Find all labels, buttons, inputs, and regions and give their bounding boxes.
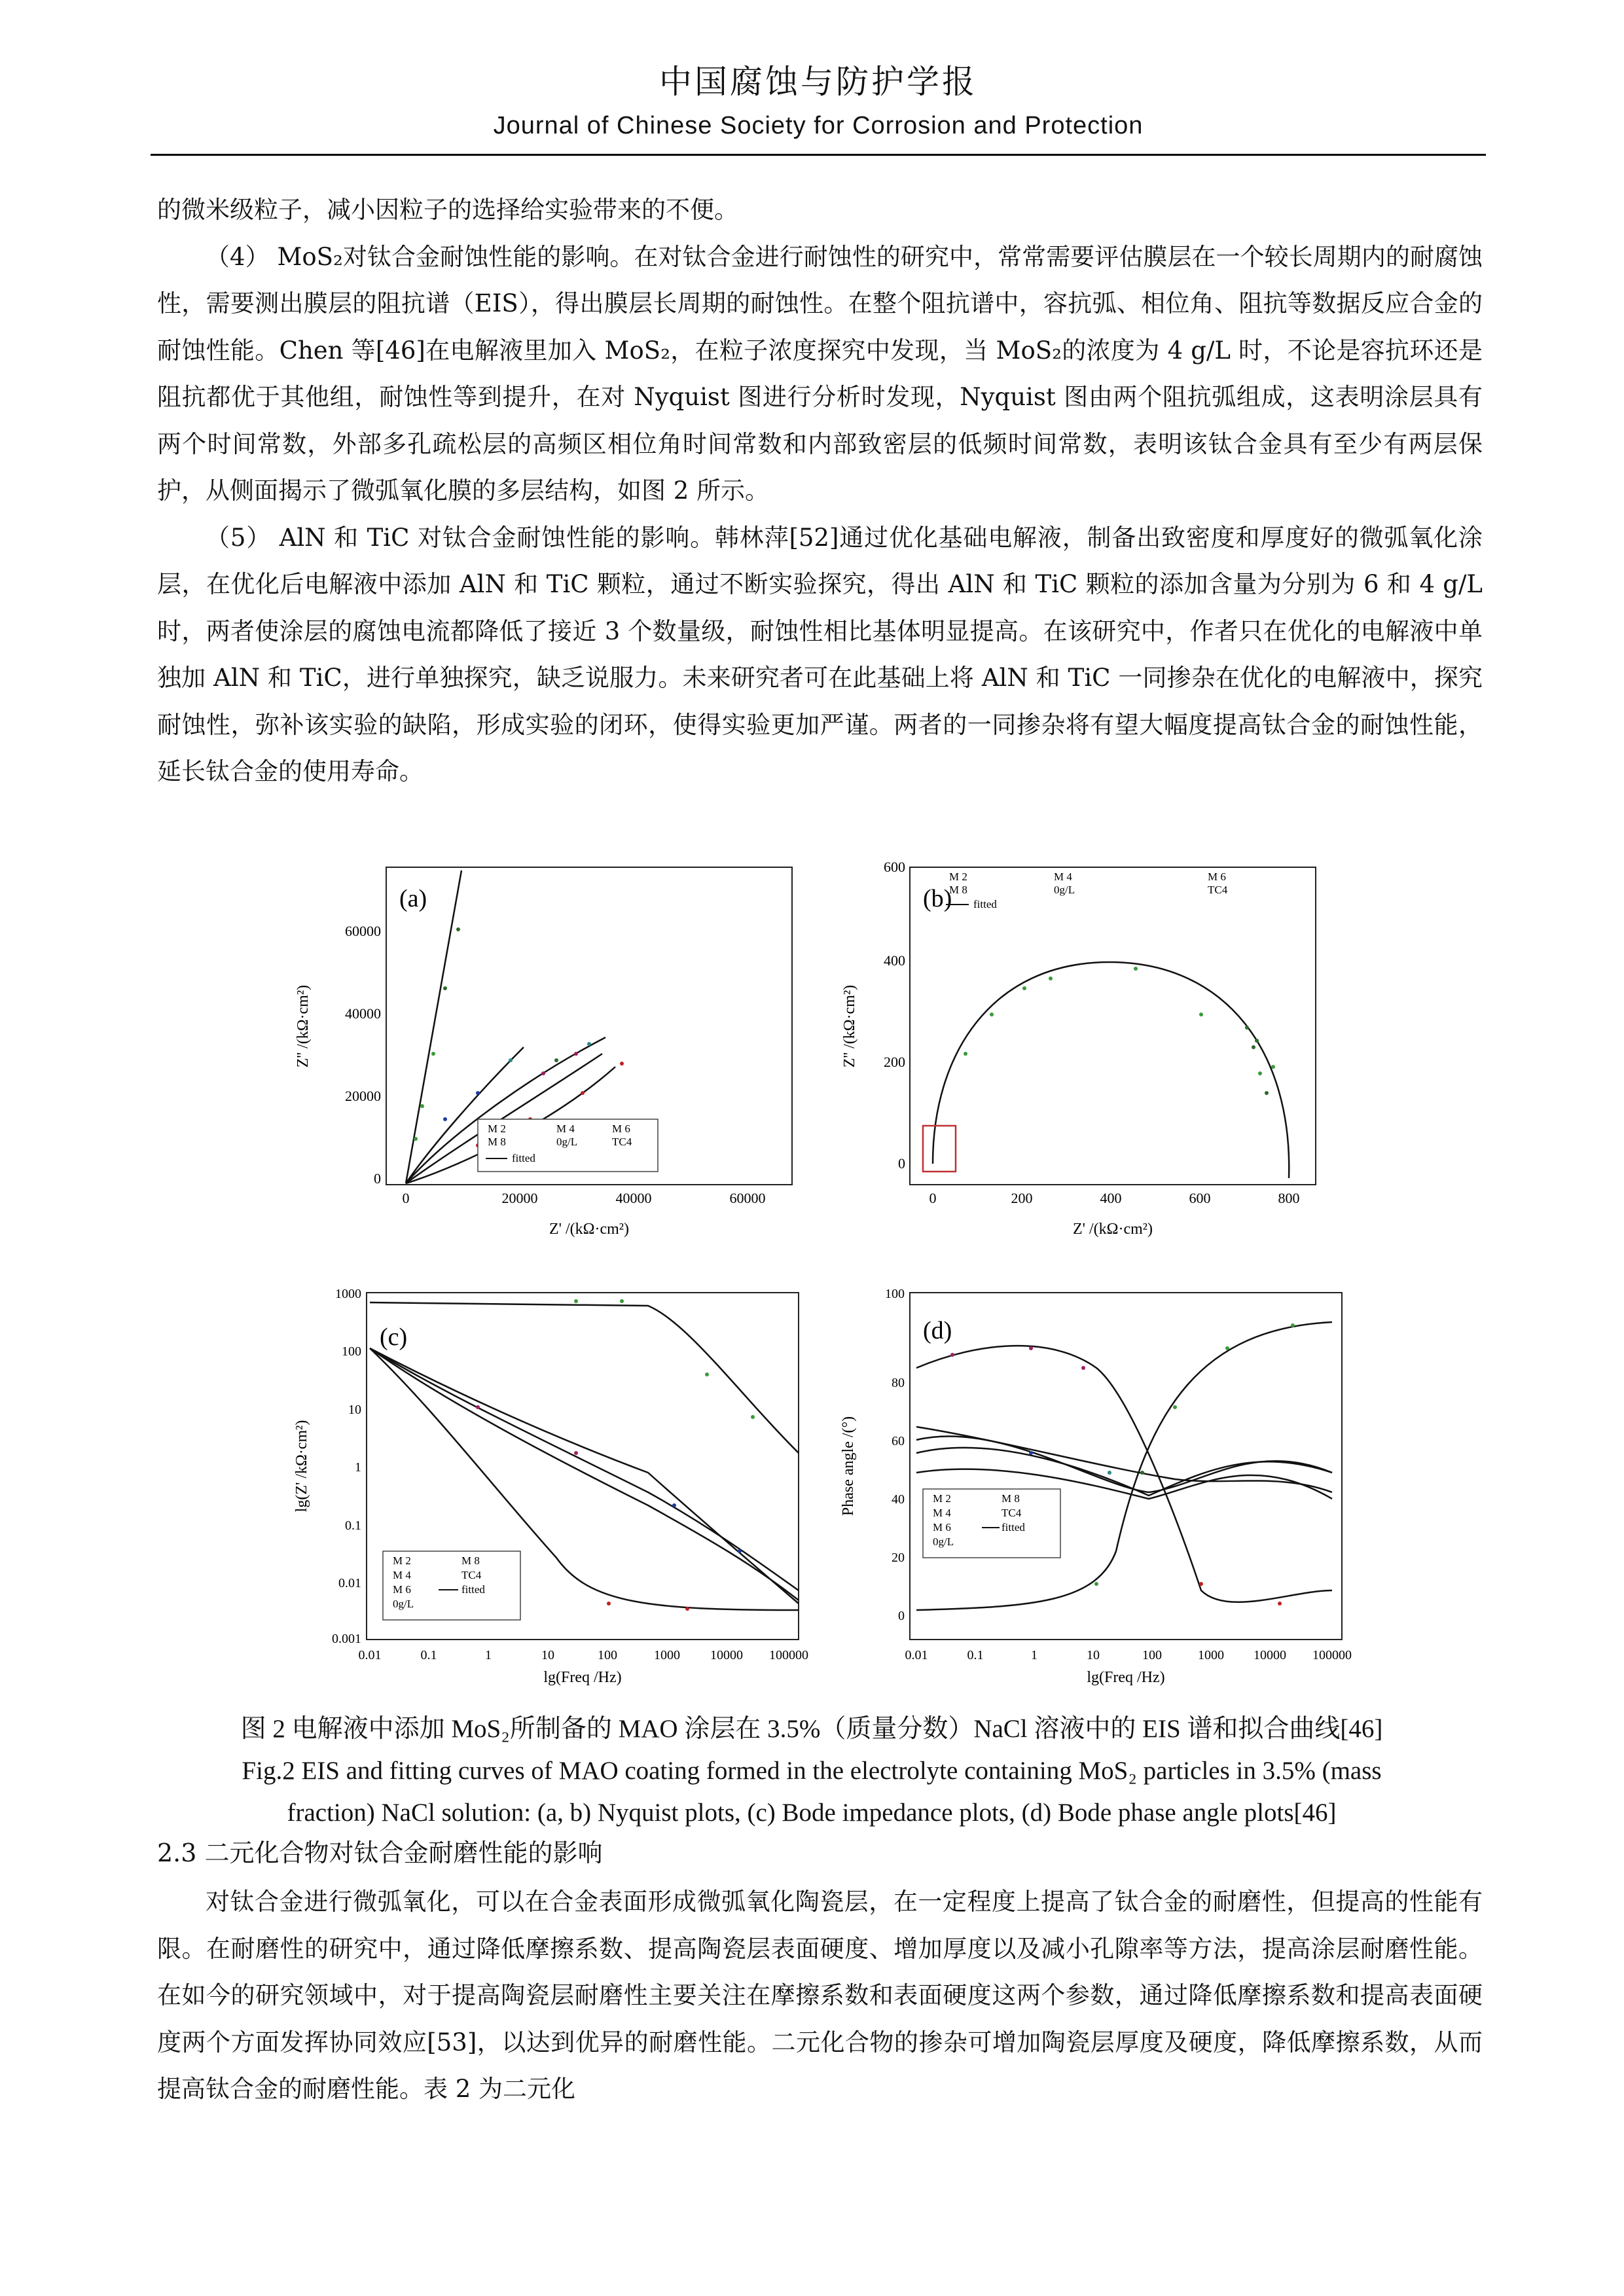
- svg-text:M 6: M 6: [612, 1122, 630, 1135]
- svg-text:TC4: TC4: [612, 1136, 632, 1148]
- svg-text:0.01: 0.01: [905, 1648, 928, 1662]
- panel-a-label: (a): [399, 885, 427, 912]
- panel-a-nyquist: [281, 857, 831, 1276]
- panel-a-xlabel: Z' /(kΩ·cm²): [549, 1221, 629, 1238]
- svg-text:fitted: fitted: [1001, 1521, 1025, 1534]
- svg-text:TC4: TC4: [461, 1569, 482, 1581]
- panel-d-fitted-curves: [916, 1322, 1332, 1610]
- svg-text:60000: 60000: [345, 923, 381, 939]
- svg-text:0: 0: [402, 1190, 410, 1206]
- panel-a-ylabel: Z'' /(kΩ·cm²): [295, 984, 312, 1068]
- svg-text:0g/L: 0g/L: [556, 1136, 578, 1148]
- body-text-top: [157, 187, 1483, 795]
- svg-text:400: 400: [884, 952, 905, 969]
- svg-text:100000: 100000: [1312, 1648, 1352, 1662]
- svg-text:60: 60: [892, 1434, 905, 1448]
- svg-text:0.01: 0.01: [358, 1648, 382, 1662]
- header-rule: [151, 154, 1486, 156]
- svg-text:10000: 10000: [710, 1648, 743, 1662]
- svg-text:M 2: M 2: [393, 1554, 411, 1567]
- svg-text:20000: 20000: [501, 1190, 538, 1206]
- panel-b-data-points: [964, 967, 1275, 1095]
- svg-text:0g/L: 0g/L: [393, 1598, 414, 1610]
- svg-text:0.001: 0.001: [332, 1632, 361, 1646]
- svg-text:100: 100: [342, 1344, 361, 1359]
- svg-text:M 8: M 8: [1001, 1492, 1020, 1505]
- svg-text:TC4: TC4: [1208, 884, 1228, 896]
- svg-text:0: 0: [898, 1155, 905, 1172]
- svg-text:10: 10: [1087, 1648, 1100, 1662]
- journal-title-en: Journal of Chinese Society for Corrosion and Protection: [493, 112, 1144, 139]
- svg-text:60000: 60000: [729, 1190, 766, 1206]
- paragraph: （4） MoS₂对钛合金耐蚀性能的影响。在对钛合金进行耐蚀性的研究中，常常需要评估膜层在一个较长周期内的耐腐蚀性，需要测出膜层的阻抗谱（EIS），得出膜层长周期的耐蚀性。在整个阻抗谱中，容抗弧、相位角、阻抗等数据反应合金的耐蚀性能。Chen 等[46]在电解液里加入 MoS₂，在粒子浓度探究中发现，当 MoS₂的浓度为 4 g/L 时，不论是容抗环还是阻抗都优于其他组，耐蚀性等到提升，在对 Nyquist 图进行分析时发现，Nyquist 图由两个阻抗弧组成，这表明涂层具有两个时间常数，外部多孔疏松层的高频区相位角时间常数和内部致密层的低频时间常数，表明该钛合金具有至少有两层保护，从侧面揭示了微弧氧化膜的多层结构，如图 2 所示。: [157, 242, 1483, 505]
- section-heading: 2.3 二元化合物对钛合金耐磨性能的影响: [157, 1839, 603, 1867]
- svg-text:M 6: M 6: [1208, 870, 1226, 883]
- panel-b-fitted-arc: [933, 962, 1289, 1178]
- svg-text:TC4: TC4: [1001, 1507, 1022, 1519]
- journal-header: [151, 56, 1486, 140]
- svg-text:M 8: M 8: [949, 884, 967, 896]
- svg-text:M 8: M 8: [461, 1554, 480, 1567]
- svg-text:0.1: 0.1: [967, 1648, 984, 1662]
- svg-text:200: 200: [884, 1054, 905, 1070]
- panel-c-xlabel: lg(Freq /Hz): [543, 1669, 622, 1686]
- svg-text:0g/L: 0g/L: [933, 1535, 954, 1548]
- svg-text:40: 40: [892, 1492, 905, 1507]
- svg-text:100: 100: [598, 1648, 617, 1662]
- svg-text:M 8: M 8: [488, 1136, 506, 1148]
- panel-c-bode-impedance: [281, 1276, 831, 1702]
- panel-b-zoom-box: [923, 1126, 956, 1172]
- svg-text:80: 80: [892, 1376, 905, 1390]
- svg-text:0: 0: [898, 1609, 905, 1623]
- svg-text:M 6: M 6: [393, 1583, 411, 1596]
- svg-text:fitted: fitted: [512, 1152, 535, 1164]
- caption-en-line1: Fig.2 EIS and fitting curves of MAO coating formed in the electrolyte containing MoS₂ particles in 3.5% (mass: [242, 1757, 1382, 1785]
- figure-caption: [170, 1708, 1453, 1834]
- panel-d-xlabel: lg(Freq /Hz): [1087, 1669, 1165, 1686]
- panel-c-label: (c): [380, 1323, 408, 1351]
- paragraph: 对钛合金进行微弧氧化，可以在合金表面形成微弧氧化陶瓷层，在一定程度上提高了钛合金的耐磨性，但提高的性能有限。在耐磨性的研究中，通过降低摩擦系数、提高陶瓷层表面硬度、增加厚度以及减小孔隙率等方法，提高涂层耐磨性能。在如今的研究领域中，对于提高陶瓷层耐磨性主要关注在摩擦系数和表面硬度这两个参数，通过降低摩擦系数和提高表面硬度两个方面发挥协同效应[53]，以达到优异的耐磨性能。二元化合物的掺杂可增加陶瓷层厚度及硬度，降低摩擦系数，从而提高钛合金的耐磨性能。表 2 为二元化: [157, 1888, 1483, 2103]
- svg-text:40000: 40000: [345, 1005, 381, 1022]
- paragraph: 的微米级粒子，减小因粒子的选择给实验带来的不便。: [157, 196, 738, 224]
- svg-text:M 4: M 4: [556, 1122, 575, 1135]
- svg-text:600: 600: [1189, 1190, 1211, 1206]
- panel-c-ylabel: lg(Z' /kΩ·cm²): [293, 1420, 310, 1513]
- svg-text:M 2: M 2: [949, 870, 967, 883]
- svg-text:800: 800: [1278, 1190, 1300, 1206]
- svg-text:0.1: 0.1: [420, 1648, 437, 1662]
- panel-b-nyquist: [835, 857, 1378, 1276]
- svg-text:M 2: M 2: [488, 1122, 506, 1135]
- panel-d-bode-phase: [835, 1276, 1378, 1702]
- panel-d-ylabel: Phase angle /(°): [840, 1416, 857, 1516]
- panel-b-xlabel: Z' /(kΩ·cm²): [1073, 1221, 1153, 1238]
- svg-text:1000: 1000: [335, 1287, 361, 1301]
- svg-text:600: 600: [884, 859, 905, 875]
- svg-text:0.1: 0.1: [345, 1518, 361, 1533]
- svg-text:20000: 20000: [345, 1088, 381, 1104]
- svg-text:fitted: fitted: [461, 1583, 485, 1596]
- body-text-bottom: [157, 1878, 1483, 2113]
- svg-text:1: 1: [485, 1648, 492, 1662]
- svg-text:M 6: M 6: [933, 1521, 951, 1534]
- svg-text:0: 0: [374, 1170, 381, 1187]
- caption-en-line2: fraction) NaCl solution: (a, b) Nyquist plots, (c) Bode impedance plots, (d) Bode phase angle plots[46]: [287, 1799, 1337, 1827]
- svg-text:400: 400: [1100, 1190, 1122, 1206]
- svg-text:1: 1: [355, 1460, 361, 1475]
- svg-text:0.01: 0.01: [338, 1576, 361, 1590]
- svg-text:20: 20: [892, 1551, 905, 1565]
- svg-text:100000: 100000: [769, 1648, 808, 1662]
- svg-text:M 2: M 2: [933, 1492, 951, 1505]
- svg-text:1: 1: [1031, 1648, 1038, 1662]
- paragraph: （5） AlN 和 TiC 对钛合金耐蚀性能的影响。韩林萍[52]通过优化基础电解液，制备出致密度和厚度好的微弧氧化涂层，在优化后电解液中添加 AlN 和 TiC 颗粒，通过不断实验探究，得出 AlN 和 TiC 颗粒的添加含量为分别为 6 和 4 g/L 时，两者使涂层的腐蚀电流都降低了接近 3 个数量级，耐蚀性相比基体明显提高。在该研究中，作者只在优化的电解液中单独加 AlN 和 TiC，进行单独探究，缺乏说服力。未来研究者可在此基础上将 AlN 和 TiC 一同掺杂在优化的电解液中，探究耐蚀性，弥补该实验的缺陷，形成实验的闭环，使得实验更加严谨。两者的一同掺杂将有望大幅度提高钛合金的耐蚀性能，延长钛合金的使用寿命。: [157, 523, 1483, 785]
- figure-2: [281, 857, 1381, 1702]
- panel-b-label: (b): [923, 885, 952, 912]
- svg-text:10000: 10000: [1254, 1648, 1286, 1662]
- svg-text:0: 0: [929, 1190, 937, 1206]
- svg-text:10: 10: [541, 1648, 554, 1662]
- caption-cn: 图 2 电解液中添加 MoS₂所制备的 MAO 涂层在 3.5%（质量分数）NaCl 溶液中的 EIS 谱和拟合曲线[46]: [240, 1715, 1383, 1743]
- svg-text:10: 10: [348, 1403, 361, 1417]
- svg-text:M 4: M 4: [933, 1507, 951, 1519]
- svg-text:M 4: M 4: [393, 1569, 411, 1581]
- svg-text:40000: 40000: [615, 1190, 652, 1206]
- svg-text:200: 200: [1011, 1190, 1033, 1206]
- svg-text:100: 100: [885, 1287, 905, 1301]
- svg-text:M 4: M 4: [1054, 870, 1072, 883]
- svg-text:1000: 1000: [1198, 1648, 1224, 1662]
- panel-d-label: (d): [923, 1317, 952, 1344]
- svg-text:100: 100: [1142, 1648, 1162, 1662]
- panel-b-ylabel: Z'' /(kΩ·cm²): [841, 984, 858, 1068]
- svg-text:fitted: fitted: [973, 898, 997, 910]
- svg-text:0g/L: 0g/L: [1054, 884, 1075, 896]
- journal-title-cn: 中国腐蚀与防护学报: [659, 63, 977, 101]
- svg-text:1000: 1000: [654, 1648, 680, 1662]
